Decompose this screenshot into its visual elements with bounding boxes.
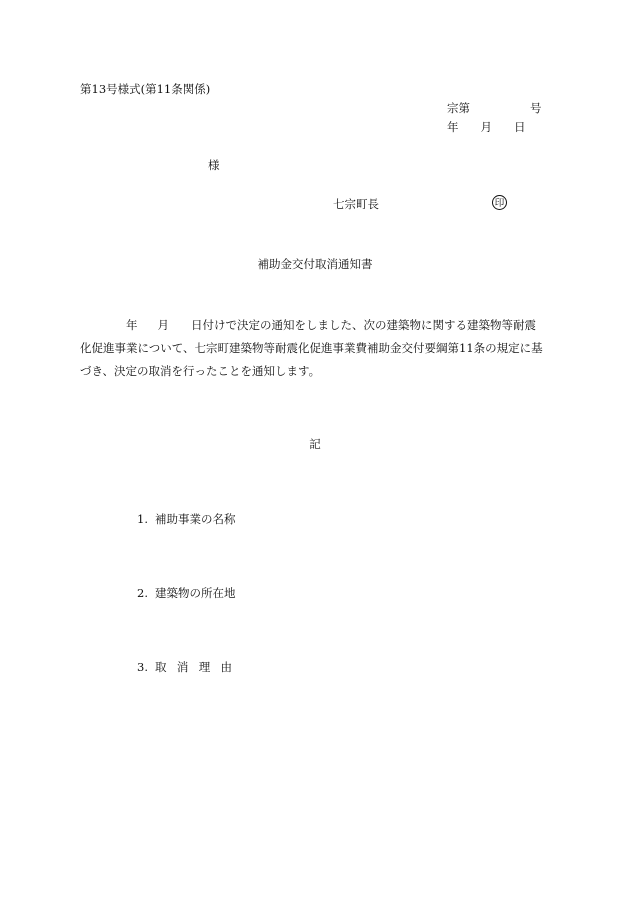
list-item (137, 512, 236, 526)
document-date (447, 120, 526, 134)
document-number-suffix: 号 (530, 101, 542, 115)
item-label: 補助事業の名称 (155, 512, 236, 526)
document-number (447, 101, 542, 115)
ki-heading: 記 (309, 437, 321, 451)
date-day: 日 (514, 120, 526, 134)
item-label: 建築物の所在地 (155, 586, 236, 600)
document-title: 補助金交付取消通知書 (257, 257, 373, 271)
date-month: 月 (480, 120, 492, 134)
document-number-prefix: 宗第 (447, 101, 470, 115)
sender-name: 七宗町長 (333, 197, 379, 211)
addressee-honorific: 様 (208, 158, 220, 172)
item-number: 2. (137, 586, 148, 600)
body-year: 年 (126, 318, 138, 332)
item-label: 取消理由 (155, 660, 243, 674)
body-month: 月 (157, 318, 169, 332)
body-line-1-text: 日付けで決定の通知をしました、次の建築物に関する建築物等耐震 (191, 318, 536, 332)
list-item (137, 660, 242, 674)
seal-icon: 印 (492, 195, 507, 210)
body-line-3: づき、決定の取消を行ったことを通知します。 (80, 364, 321, 378)
body-line-1 (80, 314, 566, 337)
list-item (137, 586, 236, 600)
body-paragraph (80, 314, 566, 383)
item-number: 3. (137, 660, 148, 674)
item-number: 1. (137, 512, 148, 526)
form-number: 第13号様式(第11条関係) (80, 82, 211, 96)
date-year: 年 (447, 120, 459, 134)
body-line-2: 化促進事業について、七宗町建築物等耐震化促進事業費補助金交付要綱第11条の規定に基 (80, 341, 543, 355)
